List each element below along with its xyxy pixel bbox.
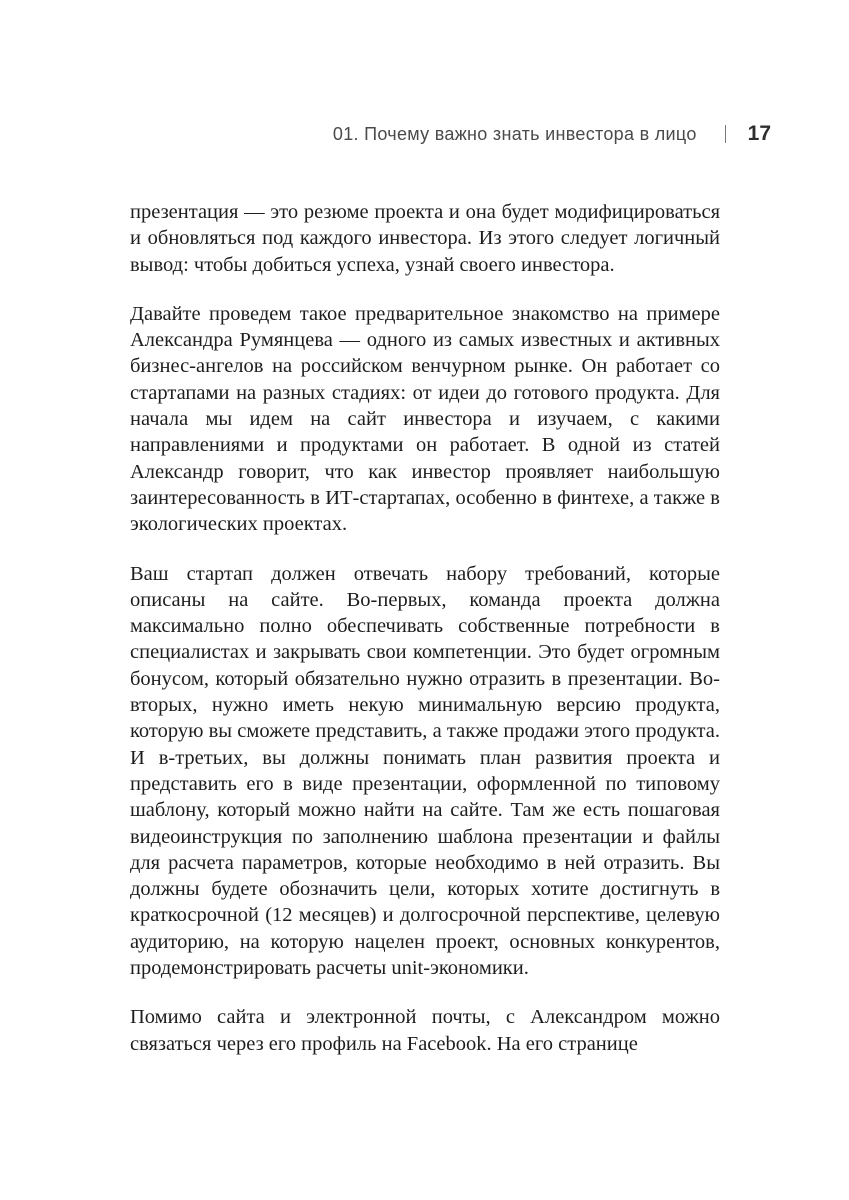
body-text	[130, 199, 720, 1080]
paragraph: Ваш стартап должен отвечать набору требований, которые описаны на сайте. Во-первых, команда проекта должна максимально полно обеспечивать собственные потребности в специалистах и закрывать свои компетенции. Это будет огромным бонусом, который обязательно нужно отразить в презентации. Во-вторых, нужно иметь некую минимальную версию продукта, которую вы сможете представить, а также продажи этого продукта. И в-третьих, вы должны понимать план развития проекта и представить его в виде презентации, оформленной по типовому шаблону, который можно найти на сайте. Там же есть пошаговая видеоинструкция по заполнению шаблона презентации и файлы для расчета параметров, которые необходимо в ней отразить. Вы должны будете обозначить цели, которых хотите достигнуть в краткосрочной (12 месяцев) и долгосрочной перспективе, целевую аудиторию, на которую нацелен проект, основных конкурентов, продемонстрировать расчеты unit-экономики.	[130, 562, 720, 980]
page-number: 17	[747, 122, 771, 145]
paragraph: Давайте проведем такое предварительное знакомство на примере Александра Румянцева — одного из самых известных и активных бизнес-ангелов на российском венчурном рынке. Он работает со стартапами на разных стадиях: от идеи до готового продукта. Для начала мы идем на сайт инвестора и изучаем, с какими направлениями и продуктами он работает. В одной из статей Александр говорит, что как инвестор проявляет наибольшую заинтересованность в ИТ-стартапах, особенно в финтехе, а также в экологических проектах.	[130, 302, 720, 536]
running-head	[333, 122, 771, 146]
header-divider	[725, 125, 726, 143]
paragraph: презентация — это резюме проекта и она будет модифицироваться и обновляться под каждого инвестора. Из этого следует логичный вывод: чтобы добиться успеха, узнай своего инвестора.	[130, 201, 720, 276]
chapter-title: 01. Почему важно знать инвестора в лицо	[332, 123, 697, 144]
paragraph: Помимо сайта и электронной почты, с Александром можно связаться через его профиль на Facebook. На его странице	[130, 1006, 720, 1055]
